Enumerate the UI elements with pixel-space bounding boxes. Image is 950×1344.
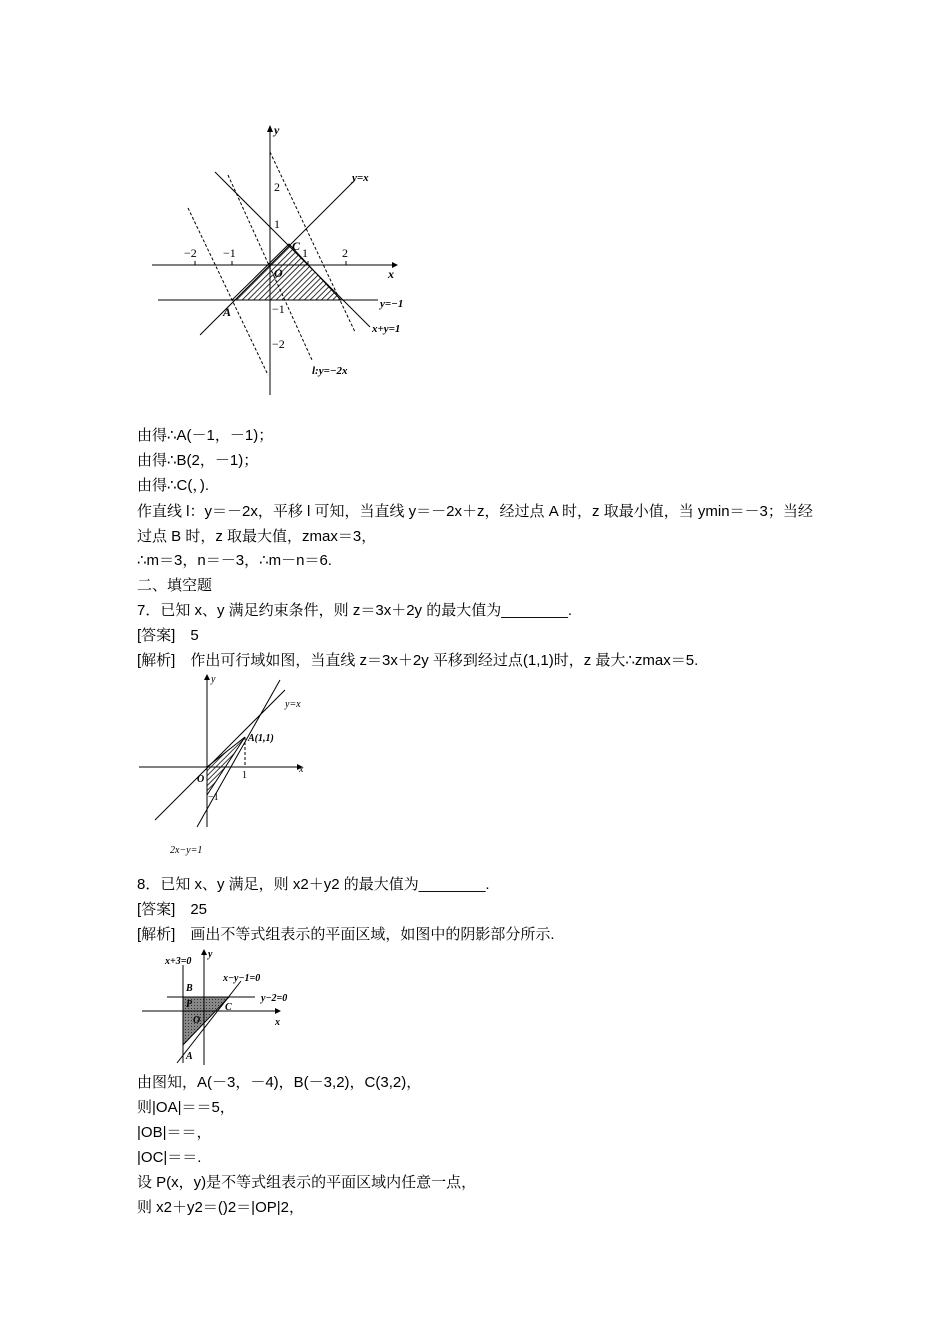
text-line-16: |OC|＝＝.: [137, 1149, 202, 1166]
point-b-label: B: [186, 983, 193, 994]
line-2x-minus-y-equals-1: [197, 680, 280, 827]
origin-label: O: [274, 266, 283, 280]
origin-label: O: [193, 1015, 201, 1026]
y-axis-arrow: [267, 125, 273, 132]
tick-label-x-minus-2: −2: [184, 246, 197, 260]
tick-label-y-minus-2: −2: [272, 337, 285, 351]
tick-label-y-1: 1: [274, 217, 280, 231]
question-8: 8．已知 x、y 满足，则 x2＋y2 的最大值为________.: [137, 876, 490, 893]
label-x-minus-y-minus-1-equals-0: x−y−1=0: [223, 973, 261, 984]
tick-label-x-1: 1: [302, 246, 308, 260]
shaded-region: [232, 244, 341, 300]
label-x-plus-3-equals-0: x+3=0: [165, 956, 192, 967]
point-c-label: C: [292, 239, 301, 253]
text-line-14: 则|OA|＝＝5，: [137, 1099, 235, 1116]
label-y-equals-minus-1: y=−1: [380, 298, 404, 310]
text-line-1: 由得∴A(－1，－1)；: [137, 427, 274, 444]
text-line-5: ∴m＝3，n＝－3，∴m－n＝6.: [137, 552, 332, 569]
text-line-3: 由得∴C(，).: [137, 477, 210, 494]
tick-label-y-minus-1: −1: [208, 792, 219, 803]
shaded-region: [207, 737, 245, 795]
text-line-15: |OB|＝＝，: [137, 1124, 212, 1141]
text-line-4: 作直线 l：y＝－2x，平移 l 可知，当直线 y＝－2x＋z，经过点 A 时，z 取最小值，当 ymin＝－3；当经过点 B 时，z 取最大值，zmax＝3，: [137, 503, 813, 545]
tick-label-y-minus-1: −1: [272, 302, 285, 316]
x-axis-label: x: [388, 267, 394, 281]
figure-1-feasible-region: [150, 120, 420, 400]
point-a-label: A: [223, 305, 232, 319]
label-y-equals-x: y=x: [352, 172, 369, 184]
analysis-8: [解析] 画出不等式组表示的平面区域，如图中的阴影部分所示.: [137, 926, 555, 943]
x-axis-label: x: [275, 1017, 280, 1028]
text-line-13: 由图知，A(－3，－4)，B(－3,2)，C(3,2)，: [137, 1074, 422, 1091]
y-axis-arrow: [204, 674, 210, 680]
tick-label-x-2: 2: [342, 246, 348, 260]
y-axis-arrow: [201, 949, 207, 955]
y-axis-label: y: [208, 949, 213, 960]
label-2x-minus-y-equals-1: 2x−y=1: [170, 845, 203, 856]
section-heading: 二、填空题: [137, 577, 213, 594]
label-x-plus-y-equals-1: x+y=1: [372, 323, 401, 335]
text-line-2: 由得∴B(2，－1)；: [137, 452, 259, 469]
answer-8: [答案] 25: [137, 901, 208, 918]
point-a-label: A(1,1): [248, 733, 274, 744]
y-axis-label: y: [211, 674, 216, 685]
figure-2-feasible-region: [137, 672, 317, 857]
answer-7: [答案] 5: [137, 627, 199, 644]
analysis-7: [解析] 作出可行域如图，当直线 z＝3x＋2y 平移到经过点(1,1)时，z 最大∴zmax＝5.: [137, 652, 699, 669]
text-line-17: 设 P(x，y)是不等式组表示的平面区域内任意一点，: [137, 1174, 477, 1191]
line-y-equals-x: [155, 690, 285, 820]
text-line-18: 则 x2＋y2＝()2＝|OP|2，: [137, 1199, 304, 1216]
question-7: 7．已知 x、y 满足约束条件，则 z＝3x＋2y 的最大值为________.: [137, 602, 573, 619]
tick-label-x-1: 1: [242, 770, 247, 781]
point-p-label: P: [186, 999, 193, 1010]
label-line-l: l:y=−2x: [312, 365, 348, 377]
x-axis-label: x: [299, 764, 304, 775]
tick-label-y-2: 2: [274, 180, 280, 194]
point-a-label: A: [186, 1051, 193, 1062]
x-axis-arrow: [275, 1008, 281, 1014]
tick-label-x-minus-1: −1: [223, 246, 236, 260]
y-axis-label: y: [274, 123, 280, 137]
label-y-equals-x: y=x: [285, 699, 301, 710]
label-y-minus-2-equals-0: y−2=0: [261, 993, 288, 1004]
figure-3-feasible-region: [137, 945, 297, 1070]
point-c-label: C: [225, 1002, 232, 1013]
origin-label: O: [197, 774, 205, 785]
